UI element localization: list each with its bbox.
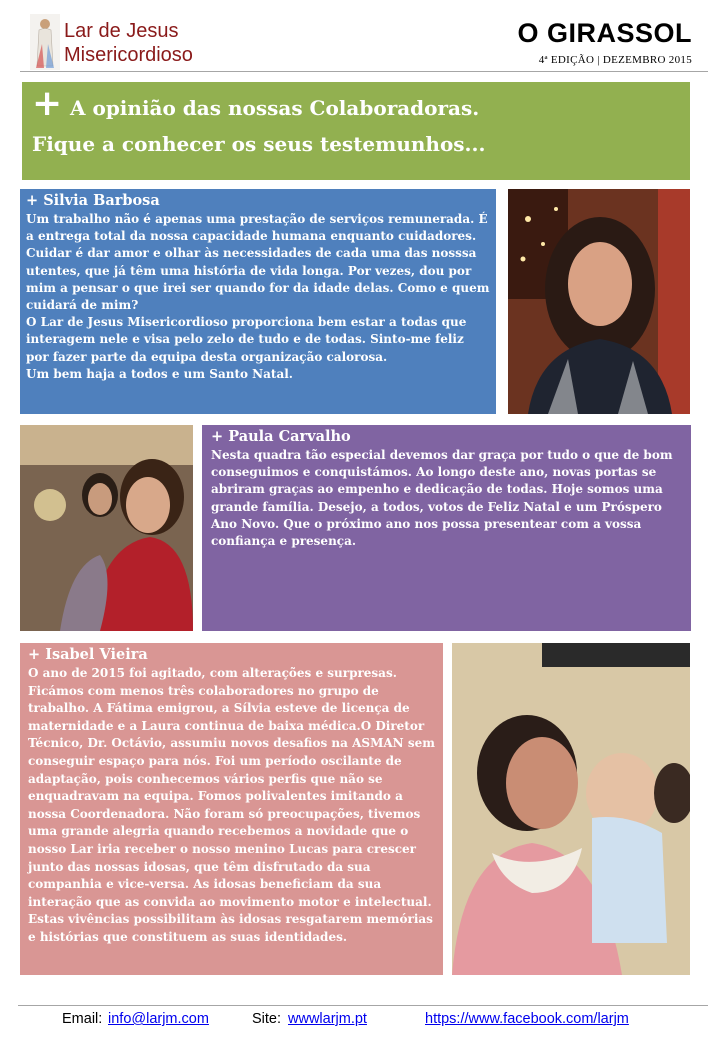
photo-isabel-vieira <box>452 643 690 975</box>
testimonial-name: + Paula Carvalho <box>211 428 351 445</box>
testimonial-isabel <box>20 643 443 975</box>
testimonial-name: + Isabel Vieira <box>28 646 148 663</box>
email-link[interactable]: info@larjm.com <box>108 1011 209 1027</box>
header-divider <box>20 71 708 72</box>
banner-heading: A opinião das nossas Colaboradoras. <box>70 96 480 120</box>
testimonial-text: Nesta quadra tão especial devemos dar graça por tudo o que de bom conseguimos e conquistámos. Ao longo deste ano, novas portas se abriram graças ao empenho e dedicação de todas. Hoje somos uma grande família. Desejo, a todos, votos de Feliz Natal e um Próspero Ano Novo. Que o próximo ano nos possa presentear com a vossa confiança e presença. <box>211 448 673 549</box>
newsletter-title: O GIRASSOL <box>517 18 692 48</box>
facebook-link[interactable]: https://www.facebook.com/larjm <box>425 1011 629 1027</box>
logo-text-line1: Lar de Jesus <box>64 20 179 42</box>
site-label: Site: <box>252 1011 282 1027</box>
section-banner <box>22 82 690 180</box>
edition-info: 4ª EDIÇÃO | DEZEMBRO 2015 <box>538 54 692 66</box>
testimonial-silvia <box>20 189 496 414</box>
testimonial-text: Um trabalho não é apenas uma prestação de serviços remunerada. É a entrega total da nossa capacidade humana enquanto cuidadores. Cuidar é dar amor e olhar às necessidades de cada uma das nosssa utentes, que já têm uma história de vida longa. Por vezes, dou por mim a pensar o que irei ser quando for da idade delas. Como e quem cuidará de mim? O Lar de Jesus Misericordioso proporciona bem estar a todas que interagem nele e visa pelo zelo de tudo e de todas. Sinto-me feliz por fazer parte da equipa desta organização calorosa. Um bem haja a todos e um Santo Natal. <box>26 212 490 381</box>
testimonial-name: + Silvia Barbosa <box>26 192 160 209</box>
site-link[interactable]: wwwlarjm.pt <box>288 1011 367 1027</box>
testimonial-paula <box>202 425 691 631</box>
logo-text-line2: Misericordioso <box>64 44 193 66</box>
banner-subheading: Fique a conhecer os seus testemunhos... <box>32 132 486 156</box>
email-label: Email: <box>62 1011 103 1027</box>
logo-jesus-icon <box>30 14 60 70</box>
photo-silvia-barbosa <box>508 189 690 414</box>
plus-icon: + <box>32 83 63 124</box>
footer-divider <box>18 1005 708 1006</box>
testimonial-text: O ano de 2015 foi agitado, com alterações e surpresas. Ficámos com menos três colaboradores no grupo de trabalho. A Fátima emigrou, a Sílvia esteve de licença de maternidade e a Laura continua de baixa médica.O Diretor Técnico, Dr. Octávio, assumiu novos desafios na ASMAN sem conseguir espaço para nós. Foi um período oscilante de adaptação, pois conhecemos vários perfis que não se enquadravam na equipa. Fomos polivalentes imitando a nossa Coordenadora. Não foram só preocupações, tivemos uma grande alegria quando recebemos a novidade que o nosso Lar iria receber o nosso menino Lucas para crescer junto das nossas idosas, que têm disfrutado da sua companhia e vice-versa. As idosas beneficiam da sua interação que as convida ao movimento motor e intelectual. Estas vivências possibilitam às idosas resgatarem memórias e histórias que constituem as suas identidades. <box>28 666 435 944</box>
photo-paula-carvalho <box>20 425 193 631</box>
